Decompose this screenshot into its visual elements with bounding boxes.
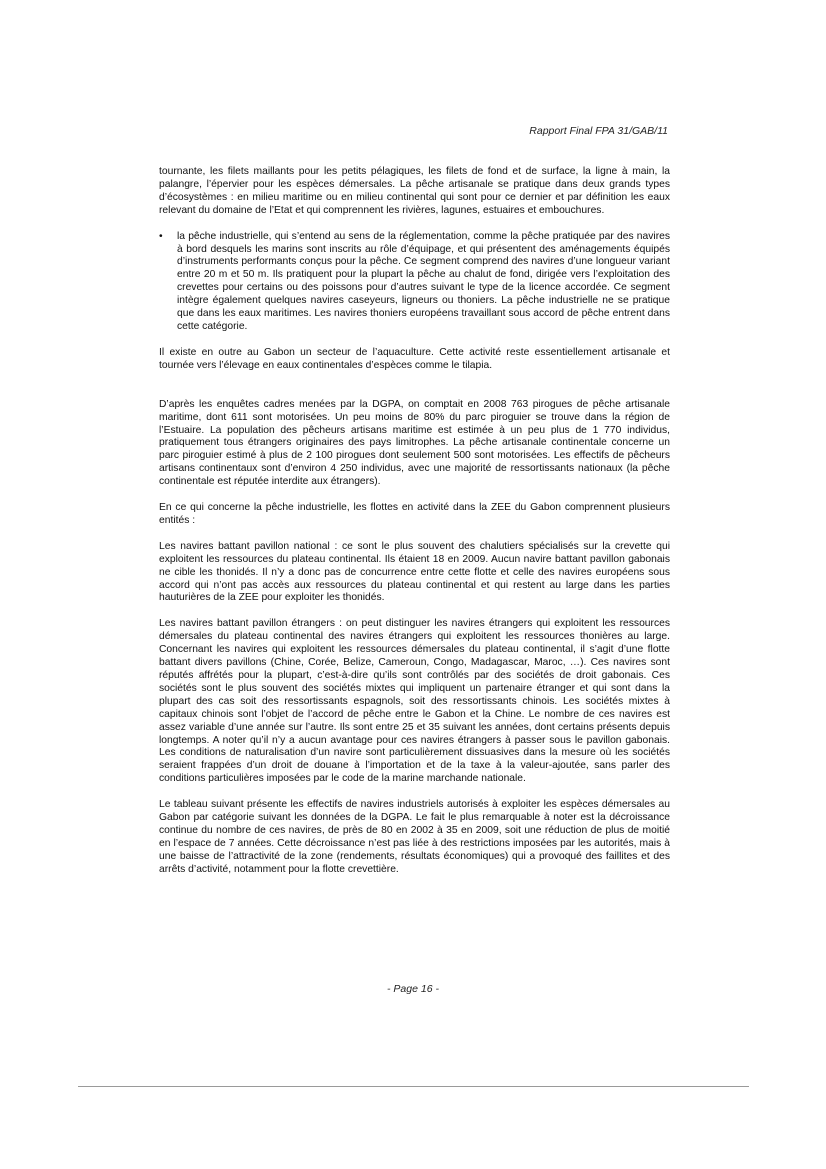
page-number: - Page 16 - [387,983,439,995]
running-header: Rapport Final FPA 31/GAB/11 [529,125,668,137]
paragraph-national-flag: Les navires battant pavillon national : ce sont le plus souvent des chalutiers spécialisés sur la crevette qui exploitent les ressources du plateau continental. Ils étaient 18 en 2009. Aucun navire battant pavillon gabonais ne cible les thonidés. Il n’y a donc pas de concurrence entre cette flotte et celle des navires européens sous accord qui n’ont pas accès aux ressources du plateau continental et qui restent au large dans les parties hauturières de la ZEE pour exploiter les thonidés. [159,540,670,604]
paragraph-survey-results: D’après les enquêtes cadres menées par la DGPA, on comptait en 2008 763 pirogues de pêche artisanale maritime, dont 611 sont motorisées. Un peu moins de 80% du parc piroguier se trouve dans la région de l’Estuaire. La population des pêcheurs artisans maritime est estimée à un peu plus de 1 770 individus, pratiquement tous étrangers originaires des pays limitrophes. La pêche artisanale continentale concerne un parc piroguier estimé à plus de 2 100 pirogues dont seulement 500 sont motorisées. Les effectifs de pêcheurs artisans continentaux sont d’environ 4 250 individus, avec une majorité de ressortissants nationaux (la pêche continentale est réputée interdite aux étrangers). [159,398,670,488]
bullet-icon: • [159,230,163,242]
paragraph-fleet-intro: En ce qui concerne la pêche industrielle, les flottes en activité dans la ZEE du Gabon comprennent plusieurs entités : [159,502,670,526]
body-text [159,166,670,890]
footer-divider [78,1086,749,1087]
bullet-text: la pêche industrielle, qui s’entend au sens de la réglementation, comme la pêche pratiquée par des navires à bord desquels les marins sont inscrits au rôle d’équipage, et qui présentent des aménagements équipés d’instruments performants conçus pour la pêche. Ce segment comprend des navires d’une longueur variant entre 20 m et 50 m. Ils pratiquent pour la plupart la pêche au chalut de fond, dirigée vers l’exploitation des crevettes pour certains ou des poissons pour d’autres suivant le type de la licence accordée. Ce segment intègre également quelques navires caseyeurs, ligneurs ou thoniers. La pêche industrielle ne se pratique que dans les eaux maritimes. Les navires thoniers européens travaillant sous accord de pêche entrent dans cette catégorie. [177,230,670,332]
paragraph-aquaculture: Il existe en outre au Gabon un secteur de l’aquaculture. Cette activité reste essentiellement artisanale et tournée vers l’élevage en eaux continentales d’espèces comme le tilapia. [159,346,670,371]
paragraph-table-intro: Le tableau suivant présente les effectifs de navires industriels autorisés à exploiter les espèces démersales au Gabon par catégorie suivant les données de la DGPA. Le fait le plus remarquable à noter est la décroissance continue du nombre de ces navires, de près de 80 en 2002 à 35 en 2009, soit une réduction de plus de moitié en l’espace de 7 années. Cette décroissance n’est pas liée à des restrictions imposées par les autorités, mais à une baisse de l’attractivité de la zone (rendements, résultats économiques) qui a provoqué des faillites et des arrêts d’activité, notamment pour la flotte crevettière. [159,799,670,875]
paragraph-foreign-flag: Les navires battant pavillon étrangers : on peut distinguer les navires étrangers qui exploitent les ressources démersales du plateau continental des navires étrangers qui exploitent les ressources thonières au large. Concernant les navires qui exploitent les ressources démersales du plateau continental, il s’agit d’une flotte battant divers pavillons (Chine, Corée, Belize, Cameroun, Congo, Madagascar, Maroc, …). Ces navires sont réputés affrétés pour la plupart, c’est-à-dire qu’ils sont contrôlés par des sociétés de droit gabonais. Ces sociétés sont le plus souvent des sociétés mixtes qui impliquent un partenaire étranger et qui sont dans la plupart des cas soit des ressortissants espagnols, soit des ressortissants chinois. Les sociétés mixtes à capitaux chinois sont l’objet de l’accord de pêche entre le Gabon et la Chine. Le nombre de ces navires est assez variable d’une année sur l’autre. Ils sont entre 25 et 35 suivant les années, dont certains présents depuis longtemps. A noter qu’il n’y a aucun avantage pour ces navires étrangers à passer sous le pavillon gabonais. Les conditions de naturalisation d’un navire sont particulièrement dissuasives dans la mesure où les sociétés seraient frappées d’un droit de douane à l’importation et de la taxe à la valeur-ajoutée, sans parler des conditions particulières imposées par le code de la marine marchande nationale. [159,618,670,785]
continued-bullet-paragraph: tournante, les filets maillants pour les petits pélagiques, les filets de fond et de surface, la ligne à main, la palangre, l’épervier pour les espèces démersales. La pêche artisanale se pratique dans deux grands types d’écosystèmes : en milieu maritime ou en milieu continental qui sont pour ce dernier et par définition les eaux relevant du domaine de l’Etat et qui comprennent les rivières, lagunes, estuaires et embouchures. [159,166,670,216]
bullet-item-industrial-fishing [159,230,670,334]
